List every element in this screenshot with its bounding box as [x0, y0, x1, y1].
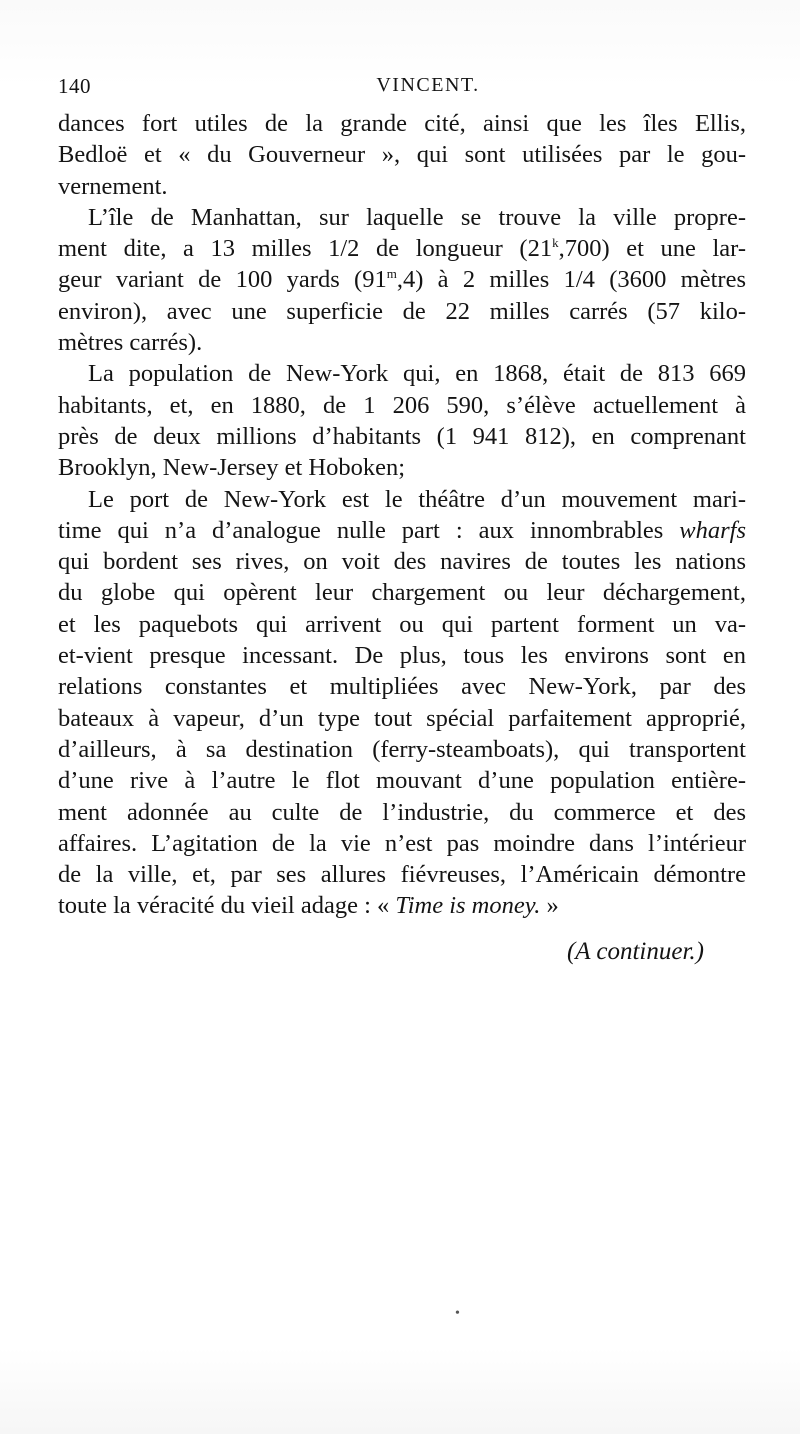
text-line: bateaux à vapeur, d’un type tout spécial parfaitement approprié,	[58, 704, 746, 732]
text-line: qui bordent ses rives, on voit des navires de toutes les nations	[58, 548, 746, 576]
text-line: et les paquebots qui arrivent ou qui partent forment un va-	[58, 610, 746, 638]
text-fragment: ,4) à 2 milles 1/4 (3600 mètres	[396, 266, 746, 294]
page-mark-dot: •	[455, 1306, 460, 1321]
text-line: d’ailleurs, à sa destination (ferry-steamboats), qui transportent	[58, 735, 746, 763]
text-fragment: time qui n’a d’analogue nulle part : aux innombrables	[58, 516, 680, 544]
running-head: VINCENT.	[376, 74, 480, 96]
text-fragment: geur variant de 100 yards (91	[58, 266, 387, 294]
text-line: L’île de Manhattan, sur laquelle se trouve la ville propre-	[88, 203, 746, 231]
text-line: mètres carrés).	[58, 329, 203, 357]
text-line: habitants, et, en 1880, de 1 206 590, s’élève actuellement à	[58, 391, 746, 419]
text-fragment: »	[540, 892, 559, 920]
text-line: environ), avec une superficie de 22 milles carrés (57 kilo-	[58, 297, 746, 325]
page-header	[58, 74, 746, 104]
superscript: k	[552, 235, 559, 251]
text-line: et-vient presque incessant. De plus, tous les environs sont en	[58, 642, 746, 670]
text-line: près de deux millions d’habitants (1 941 812), en comprenant	[58, 422, 746, 450]
text-line: La population de New-York qui, en 1868, était de 813 669	[88, 360, 746, 388]
text-line	[58, 890, 746, 921]
italic-quote: Time is money.	[395, 892, 541, 920]
text-line: dances fort utiles de la grande cité, ainsi que les îles Ellis,	[58, 110, 746, 137]
page-number: 140	[58, 74, 91, 98]
text-line	[58, 264, 746, 295]
text-fragment: toute la véracité du vieil adage : «	[58, 892, 396, 920]
text-line: du globe qui opèrent leur chargement ou leur déchargement,	[58, 579, 746, 607]
text-line: affaires. L’agitation de la vie n’est pas moindre dans l’intérieur	[58, 829, 746, 857]
body-text	[58, 108, 746, 922]
text-line: Brooklyn, New-Jersey et Hoboken;	[58, 454, 406, 482]
text-line: relations constantes et multipliées avec New-York, par des	[58, 673, 746, 701]
italic-term: wharfs	[679, 516, 746, 544]
text-fragment: ,700) et une lar-	[558, 235, 746, 263]
superscript: m	[386, 266, 397, 282]
text-line: de la ville, et, par ses allures fiévreuses, l’Américain démontre	[58, 861, 746, 889]
text-line: Bedloë et « du Gouverneur », qui sont utilisées par le gou-	[58, 141, 746, 169]
text-fragment: ment dite, a 13 milles 1/2 de longueur (21	[58, 235, 553, 263]
text-line	[58, 233, 746, 264]
text-line: vernement.	[58, 172, 168, 200]
continuation-note: (A continuer.)	[566, 938, 704, 965]
text-line	[58, 515, 746, 546]
text-line: ment adonnée au culte de l’industrie, du commerce et des	[58, 798, 746, 826]
text-line: d’une rive à l’autre le flot mouvant d’une population entière-	[58, 767, 746, 795]
text-line: Le port de New-York est le théâtre d’un mouvement mari-	[88, 485, 746, 513]
